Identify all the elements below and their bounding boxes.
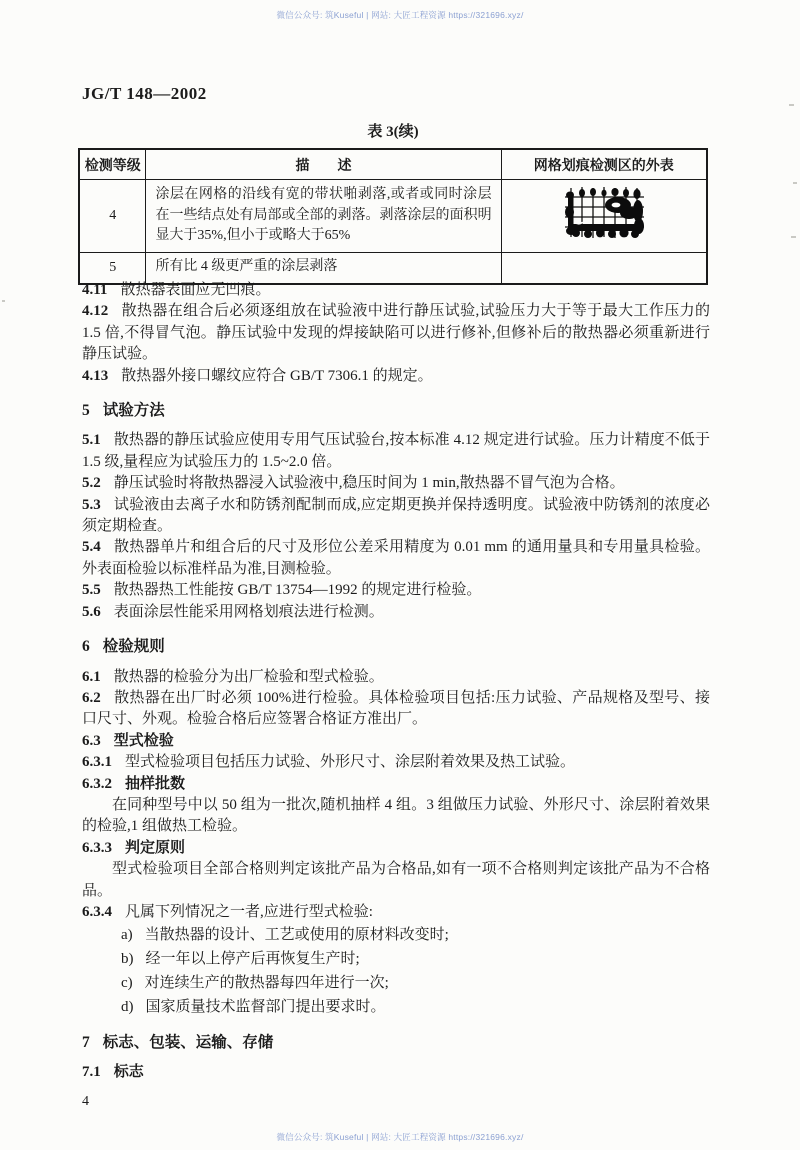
grid-scratch-image bbox=[557, 184, 651, 242]
clause-number: 7.1 bbox=[82, 1063, 101, 1080]
clause-number: 6.3.2 bbox=[82, 775, 112, 792]
standard-number: JG/T 148—2002 bbox=[82, 84, 207, 103]
coating-grade-table bbox=[78, 148, 708, 285]
clause-number: 6.1 bbox=[82, 668, 101, 685]
clause-text: 散热器在出厂时必须 100%进行检验。具体检验项目包括:压力试验、产品规格及型号、接口尺寸、外观。检验合格后应签署合格证方准出厂。 bbox=[82, 689, 710, 728]
clause-text: 经一年以上停产后再恢复生产时; bbox=[145, 951, 360, 968]
paragraph-5-1 bbox=[82, 430, 710, 473]
clause-text: 型式检验项目全部合格则判定该批产品为合格品,如有一项不合格则判定该批产品为不合格品。 bbox=[82, 861, 710, 899]
paragraph-b- bbox=[82, 949, 710, 970]
scan-artifact bbox=[789, 104, 794, 106]
clause-number: c) bbox=[121, 975, 133, 992]
clause-text: 散热器单片和组合后的尺寸及形位公差采用精度为 0.01 mm 的通用量具和专用量具检验。外表面检验以标准样品为准,目测检验。 bbox=[82, 539, 710, 577]
clause-text: 散热器的静压试验应使用专用气压试验台,按本标准 4.12 规定进行试验。压力计精度不低于 1.5 级,量程应为试验压力的 1.5~2.0 倍。 bbox=[82, 432, 710, 470]
clause-text: 型式检验项目包括压力试验、外形尺寸、涂层附着效果及热工试验。 bbox=[125, 754, 576, 771]
clause-text: 凡属下列情况之一者,应进行型式检验: bbox=[125, 903, 373, 920]
clause-text: 当散热器的设计、工艺或使用的原材料改变时; bbox=[144, 927, 449, 944]
table-row bbox=[79, 180, 707, 253]
clause-text: 散热器外接口螺纹应符合 GB/T 7306.1 的规定。 bbox=[121, 367, 433, 384]
paragraph-6-3-2 bbox=[82, 774, 710, 795]
document-body bbox=[82, 280, 710, 1113]
clause-number: a) bbox=[121, 927, 133, 944]
table-body bbox=[79, 180, 707, 284]
clause-number: 7 bbox=[82, 1033, 90, 1051]
description-cell: 涂层在网格的沿线有宽的带状啪剥落,或者或同时涂层在一些结点处有局部或全部的剥落。剥落涂层的面积明显大于35%,但小于或略大于65% bbox=[146, 180, 501, 253]
clause-number: d) bbox=[121, 999, 134, 1016]
clause-number: 4.11 bbox=[82, 282, 108, 298]
clause-text: 试验液由去离子水和防锈剂配制而成,应定期更换并保持透明度。试验液中防锈剂的浓度必须定期检查。 bbox=[82, 496, 710, 535]
clause-number: 5.1 bbox=[82, 432, 101, 449]
clause-number: 5.6 bbox=[82, 603, 101, 620]
clause-text: 型式检验 bbox=[113, 732, 174, 749]
clause-text: 对连续生产的散热器每四年进行一次; bbox=[144, 975, 389, 992]
clause-number: b) bbox=[121, 951, 134, 968]
clause-text: 国家质量技术监督部门提出要求时。 bbox=[145, 999, 386, 1016]
paragraph-5-3 bbox=[82, 495, 710, 538]
paragraph-a- bbox=[82, 925, 710, 946]
paragraph-5-5 bbox=[82, 580, 710, 601]
clause-text: 抽样批数 bbox=[125, 775, 186, 792]
clause-number: 4.12 bbox=[82, 303, 109, 320]
clause-text: 散热器表面应无凹痕。 bbox=[120, 282, 271, 298]
table-header-row bbox=[79, 149, 707, 180]
clause-number: 5.4 bbox=[82, 539, 101, 556]
clause-number: 6.3 bbox=[82, 732, 101, 749]
scan-artifact bbox=[791, 236, 796, 238]
paragraph-4-12 bbox=[82, 301, 710, 365]
appearance-cell bbox=[501, 252, 707, 284]
clause-text: 散热器的检验分为出厂检验和型式检验。 bbox=[113, 668, 384, 685]
paragraph-5 bbox=[82, 400, 710, 421]
clause-text: 散热器热工性能按 GB/T 13754—1992 的规定进行检验。 bbox=[113, 582, 482, 599]
watermark-top: 微信公众号: 筑Kuseful | 网站: 大匠工程资源 https://321696.xyz/ bbox=[276, 10, 524, 20]
paragraph-6-3-4 bbox=[82, 902, 710, 923]
clause-text: 静压试验时将散热器浸入试验液中,稳压时间为 1 min,散热器不冒气泡为合格。 bbox=[113, 475, 625, 492]
clause-text: 标志、包装、运输、存储 bbox=[102, 1033, 274, 1051]
grade-cell: 4 bbox=[79, 180, 146, 253]
paragraph-6 bbox=[82, 636, 710, 657]
clause-text: 试验方法 bbox=[102, 402, 165, 420]
clause-text: 标志 bbox=[113, 1063, 144, 1080]
paragraph-7-1 bbox=[82, 1062, 710, 1083]
clause-text: 检验规则 bbox=[102, 638, 165, 656]
paragraph-5-4 bbox=[82, 537, 710, 580]
clause-number: 6.3.3 bbox=[82, 839, 112, 856]
col-header-description: 描 述 bbox=[146, 149, 501, 180]
paragraph-6-3 bbox=[82, 731, 710, 752]
description-cell: 所有比 4 级更严重的涂层剥落 bbox=[146, 252, 501, 284]
col-header-grade: 检测等级 bbox=[79, 149, 146, 180]
clause-number: 6 bbox=[82, 638, 90, 656]
table-row bbox=[79, 252, 707, 284]
page-number: 4 bbox=[82, 1094, 89, 1110]
paragraph-d- bbox=[82, 997, 710, 1018]
paragraph-6-3-1 bbox=[82, 752, 710, 773]
paragraph-indented bbox=[82, 795, 710, 838]
clause-number: 6.2 bbox=[82, 689, 101, 706]
table-title: 表 3(续) bbox=[367, 124, 419, 140]
clause-number: 5.3 bbox=[82, 496, 101, 513]
appearance-cell bbox=[501, 180, 707, 253]
clause-text: 判定原则 bbox=[125, 839, 186, 856]
watermark-bottom: 微信公众号: 筑Kuseful | 网站: 大匠工程资源 https://321696.xyz/ bbox=[276, 1132, 524, 1142]
scan-artifact bbox=[2, 300, 5, 302]
clause-number: 6.3.4 bbox=[82, 903, 112, 920]
clause-number: 6.3.1 bbox=[82, 754, 112, 771]
clause-number: 4.13 bbox=[82, 367, 109, 384]
table-3-continued bbox=[78, 120, 708, 285]
clause-number: 5.2 bbox=[82, 475, 101, 492]
paragraph-6-1 bbox=[82, 667, 710, 688]
scan-artifact bbox=[793, 182, 797, 184]
col-header-appearance: 网格划痕检测区的外表 bbox=[501, 149, 707, 180]
paragraph-7 bbox=[82, 1032, 710, 1053]
clause-text: 在同种型号中以 50 组为一批次,随机抽样 4 组。3 组做压力试验、外形尺寸、涂层附着效果的检验,1 组做热工检验。 bbox=[82, 796, 710, 835]
clause-text: 表面涂层性能采用网格划痕法进行检测。 bbox=[113, 603, 384, 620]
paragraph-6-3-3 bbox=[82, 838, 710, 859]
paragraph-4-13 bbox=[82, 366, 710, 387]
paragraph-4-11 bbox=[82, 280, 710, 301]
grade-cell: 5 bbox=[79, 252, 146, 284]
paragraph-indented bbox=[82, 859, 710, 902]
clause-text: 散热器在组合后必须逐组放在试验液中进行静压试验,试验压力大于等于最大工作压力的 1.5 倍,不得冒气泡。静压试验中发现的焊接缺陷可以进行修补,但修补后的散热器必须重新进行静压试验。 bbox=[82, 303, 710, 363]
paragraph-5-6 bbox=[82, 602, 710, 623]
clause-number: 5 bbox=[82, 402, 90, 420]
paragraph-6-2 bbox=[82, 688, 710, 731]
paragraph-c- bbox=[82, 973, 710, 994]
clause-number: 5.5 bbox=[82, 582, 101, 599]
paragraph-5-2 bbox=[82, 473, 710, 494]
